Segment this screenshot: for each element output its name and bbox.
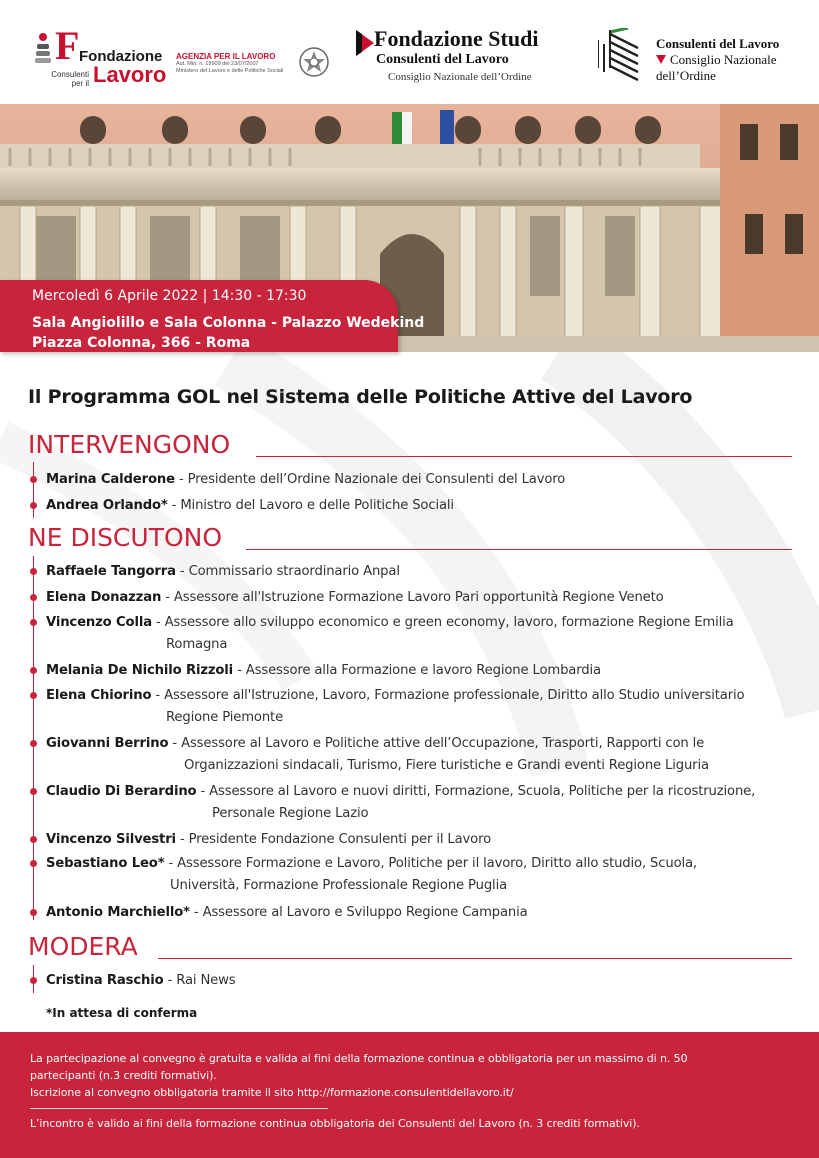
cnl-mark-icon	[598, 28, 642, 86]
list-item	[46, 829, 816, 851]
speaker-role: - Commissario straordinario Anpal	[175, 564, 400, 579]
agenzia-line1: Aut. Min. n. 19909 del 23/07/2007	[176, 61, 259, 67]
bullet-dot	[30, 909, 37, 916]
agenzia-lavoro-label	[176, 52, 296, 75]
speaker-role: - Assessore all'Istruzione, Lavoro, Formazione professionale, Diritto allo Studio universitario	[151, 688, 745, 703]
fondazione-studi-caption: Consiglio Nazionale dell’Ordine	[388, 71, 532, 83]
section-rule-ne-discutono	[246, 549, 792, 550]
list-item	[46, 612, 816, 656]
footer-text-line2: partecipanti (n.3 crediti formativi).	[30, 1069, 217, 1082]
fondazione-studi-title: Fondazione Studi	[374, 26, 539, 51]
section-heading-intervengono: INTERVENGONO	[28, 430, 231, 459]
footer-divider	[30, 1108, 328, 1109]
cnl-title: Consulenti del Lavoro	[656, 36, 780, 51]
speaker-name: Elena Chiorino	[46, 688, 152, 703]
list-item	[46, 469, 816, 491]
confirmation-note: *In attesa di conferma	[46, 1006, 198, 1020]
event-address: Piazza Colonna, 366 - Roma	[32, 335, 251, 351]
speaker-role-continuation: Organizzazioni sindacali, Turismo, Fiere turistiche e Grandi eventi Regione Liguria	[184, 758, 709, 773]
bullet-dot	[30, 692, 37, 699]
speaker-role: - Rai News	[163, 973, 236, 988]
speaker-name: Vincenzo Silvestri	[46, 832, 176, 847]
speaker-role-continuation: Università, Formazione Professionale Regione Puglia	[170, 878, 508, 893]
fondazione-studi-mark-icon	[356, 30, 374, 56]
speaker-role: - Assessore allo sviluppo economico e green economy, lavoro, formazione Regione Emilia	[151, 615, 734, 630]
speaker-role: - Presidente dell’Ordine Nazionale dei Consulenti del Lavoro	[174, 472, 566, 487]
speaker-role: - Ministro del Lavoro e delle Politiche Sociali	[167, 498, 454, 513]
fondazione-lavoro-logo	[27, 23, 172, 88]
bullet-dot	[30, 667, 37, 674]
speaker-name: Antonio Marchiello*	[46, 905, 190, 920]
speaker-name: Andrea Orlando*	[46, 498, 168, 513]
fcl-side-text-1: Consulenti	[51, 70, 89, 79]
fcl-name-top: Fondazione	[79, 48, 163, 65]
speaker-role: - Assessore al Lavoro e Sviluppo Regione Campania	[189, 905, 528, 920]
fcl-side-text	[27, 70, 89, 88]
list-item	[46, 685, 816, 729]
speaker-role: - Assessore alla Formazione e lavoro Regione Lombardia	[233, 663, 601, 678]
section-rule-modera	[158, 958, 792, 959]
speaker-role: - Assessore al Lavoro e Politiche attive dell’Occupazione, Trasporti, Rapporti con le	[168, 736, 705, 751]
list-item	[46, 781, 816, 825]
cnl-line2: Consiglio Nazionale	[670, 52, 777, 67]
timeline-intervengono	[33, 462, 34, 518]
section-heading-ne-discutono: NE DISCUTONO	[28, 523, 223, 552]
list-item	[46, 561, 816, 583]
bullet-dot	[30, 977, 37, 984]
fcl-side-text-2: per il	[71, 79, 89, 88]
page-title: Il Programma GOL nel Sistema delle Politiche Attive del Lavoro	[28, 386, 693, 408]
agenzia-title: AGENZIA PER IL LAVORO	[176, 52, 276, 61]
bullet-dot	[30, 594, 37, 601]
cnl-logo	[598, 28, 798, 92]
bullet-dot	[30, 619, 37, 626]
speaker-role: - Assessore al Lavoro e nuovi diritti, Formazione, Scuola, Politiche per la ricostruzione,	[196, 784, 756, 799]
footer-registration-link[interactable]: Iscrizione al convegno obbligatoria tramite il sito http://formazione.consulentidellavoro.it/	[30, 1086, 514, 1099]
speaker-role: - Assessore all'Istruzione Formazione Lavoro Pari opportunità Regione Veneto	[161, 590, 664, 605]
speaker-name: Elena Donazzan	[46, 590, 162, 605]
speaker-name: Melania De Nichilo Rizzoli	[46, 663, 234, 678]
footer-text-line1: La partecipazione al convegno è gratuita e valida ai fini della formazione continua e obbligatoria per un massimo di n. 50	[30, 1052, 688, 1065]
speaker-name: Vincenzo Colla	[46, 615, 152, 630]
speaker-role-continuation: Regione Piemonte	[166, 710, 284, 725]
bullet-dot	[30, 476, 37, 483]
event-venue: Sala Angiolillo e Sala Colonna - Palazzo Wedekind	[32, 315, 425, 331]
speaker-role-continuation: Romagna	[166, 637, 228, 652]
bullet-dot	[30, 568, 37, 575]
header	[0, 0, 819, 104]
list-item	[46, 587, 816, 609]
cnl-line2-wrap	[656, 52, 777, 68]
section-heading-modera: MODERA	[28, 932, 138, 961]
triangle-icon	[656, 55, 666, 64]
list-item	[46, 495, 816, 517]
bullet-dot	[30, 860, 37, 867]
speaker-name: Giovanni Berrino	[46, 736, 169, 751]
footer-text-credits: L’incontro è valido ai fini della formazione continua obbligatoria dei Consulenti del Lavoro (n. 3 crediti formativi).	[30, 1117, 640, 1130]
event-date-time: Mercoledì 6 Aprile 2022 | 14:30 - 17:30	[32, 288, 307, 304]
list-item	[46, 660, 816, 682]
bullet-dot	[30, 788, 37, 795]
bullet-dot	[30, 836, 37, 843]
list-item	[46, 853, 816, 897]
bullet-dot	[30, 502, 37, 509]
speaker-name: Cristina Raschio	[46, 973, 164, 988]
fcl-name-bottom: Lavoro	[93, 62, 167, 87]
speaker-role: - Presidente Fondazione Consulenti per il Lavoro	[175, 832, 491, 847]
bullet-dot	[30, 740, 37, 747]
fondazione-studi-subtitle: Consulenti del Lavoro	[376, 52, 509, 67]
republic-emblem-icon	[298, 46, 330, 78]
stack-icon	[35, 32, 51, 64]
fcl-initial: F	[55, 23, 80, 68]
list-item	[46, 970, 816, 992]
section-rule-intervengono	[256, 456, 792, 457]
speaker-role: - Assessore Formazione e Lavoro, Politiche per il lavoro, Diritto allo studio, Scuola,	[164, 856, 697, 871]
list-item	[46, 733, 816, 777]
speaker-role-continuation: Personale Regione Lazio	[212, 806, 369, 821]
speaker-name: Sebastiano Leo*	[46, 856, 165, 871]
speaker-name: Raffaele Tangorra	[46, 564, 176, 579]
speaker-name: Claudio Di Berardino	[46, 784, 197, 799]
cnl-line3: dell’Ordine	[656, 68, 716, 83]
list-item	[46, 902, 816, 924]
speaker-name: Marina Calderone	[46, 472, 175, 487]
agenzia-line2: Ministero del Lavoro e delle Politiche Sociali	[176, 68, 284, 74]
